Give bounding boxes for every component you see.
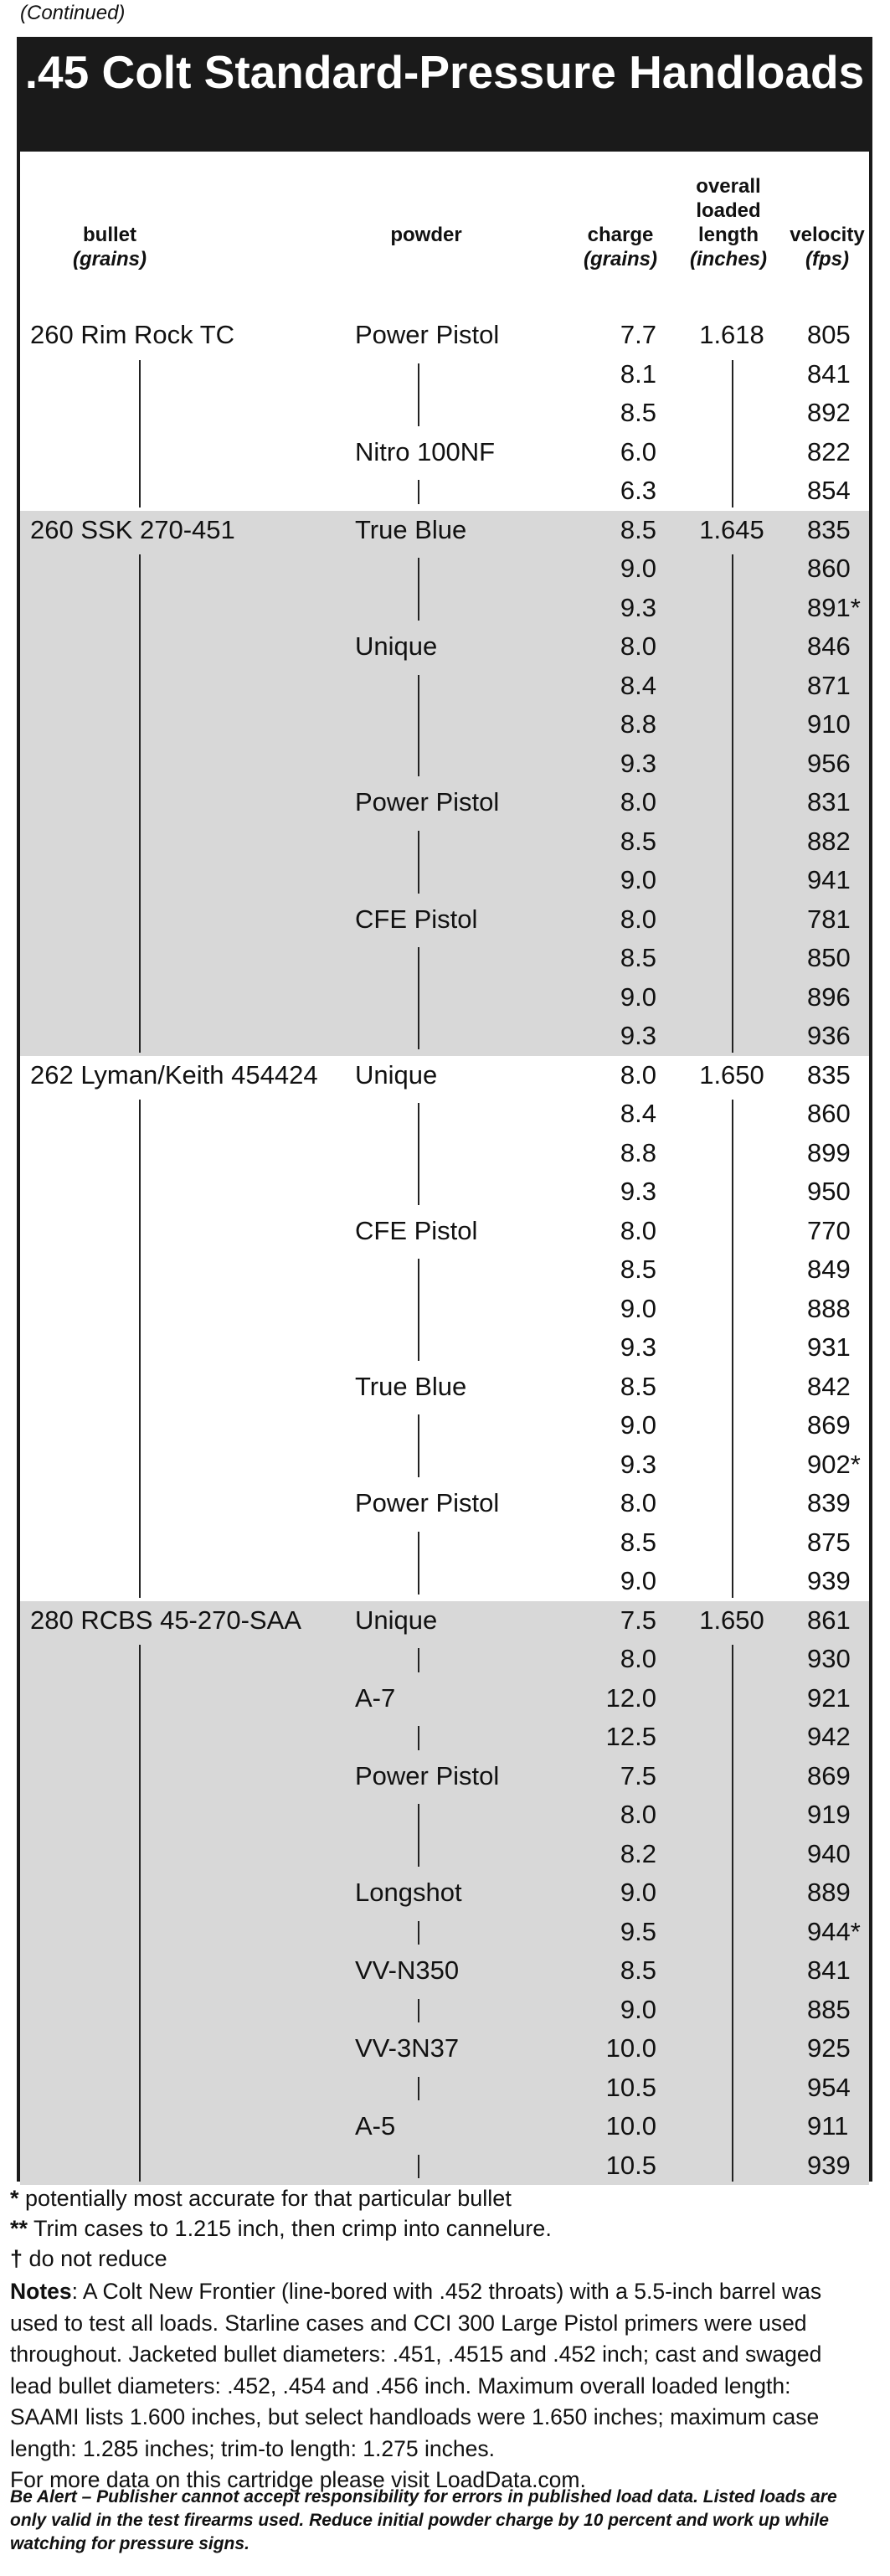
charge-cell: 8.5 — [620, 398, 656, 427]
header-oal-unit: (inches) — [689, 248, 767, 270]
header-oal-line1: overall — [696, 175, 761, 198]
velocity-cell: 954 — [807, 2072, 851, 2102]
powder-cell: A-7 — [355, 1682, 396, 1713]
velocity-cell: 902* — [807, 1449, 861, 1479]
footnote-accurate — [10, 2183, 839, 2214]
charge-cell: 10.0 — [605, 2111, 656, 2141]
powder-continuation-line — [418, 831, 419, 894]
powder-cell: Nitro 100NF — [355, 436, 496, 466]
powder-cell: VV-3N37 — [355, 2033, 460, 2063]
velocity-cell: 781 — [807, 904, 851, 934]
powder-cell: Unique — [355, 631, 438, 661]
powder-continuation-line — [418, 1259, 419, 1361]
velocity-cell: 940 — [807, 1838, 851, 1868]
powder-continuation-line — [418, 947, 419, 1049]
oal-cell: 1.618 — [699, 320, 764, 349]
velocity-cell: 899 — [807, 1137, 851, 1167]
velocity-cell: 950 — [807, 1177, 851, 1206]
charge-cell: 9.3 — [620, 1177, 656, 1206]
velocity-cell: 956 — [807, 748, 851, 778]
velocity-cell: 850 — [807, 943, 851, 972]
charge-cell: 8.2 — [620, 1838, 656, 1868]
charge-cell: 10.0 — [605, 2033, 656, 2063]
velocity-cell: 805 — [807, 320, 851, 349]
footnote-accurate-symbol: * — [10, 2186, 19, 2211]
charge-cell: 8.5 — [620, 1255, 656, 1284]
oal-continuation-line — [732, 554, 733, 1053]
velocity-cell: 861 — [807, 1605, 851, 1635]
be-alert-disclaimer: Be Alert – Publisher cannot accept responsibility for errors in published load data. Listed loads are only valid in the test firearms used. Reduce initial powder charge by 10 percent and work up while watching for pressure signs. — [10, 2487, 837, 2553]
charge-cell: 9.3 — [620, 1332, 656, 1362]
charge-cell: 8.0 — [620, 1644, 656, 1673]
table-title: .45 Colt Standard-Pressure Handloads — [20, 40, 869, 152]
powder-continuation-line — [418, 1414, 419, 1477]
header-bullet-label: bullet — [83, 224, 136, 246]
oal-cell: 1.645 — [699, 514, 764, 544]
velocity-cell: 860 — [807, 1099, 851, 1128]
header-oal-line3: length — [698, 224, 759, 246]
velocity-cell: 896 — [807, 981, 851, 1012]
powder-continuation-line — [418, 480, 419, 504]
charge-cell: 12.0 — [605, 1682, 656, 1713]
footnote-dagger-symbol: † — [10, 2246, 23, 2271]
footnote-trim-text: Trim cases to 1.215 inch, then crimp into cannelure. — [33, 2216, 552, 2241]
charge-cell: 9.3 — [620, 748, 656, 778]
oal-cell: 1.650 — [699, 1605, 764, 1635]
velocity-cell: 942 — [807, 1722, 851, 1751]
velocity-cell: 889 — [807, 1878, 851, 1907]
footnote-accurate-text: potentially most accurate for that particular bullet — [25, 2186, 512, 2211]
more-data-line: For more data on this cartridge please visit LoadData.com. — [10, 2467, 586, 2492]
charge-cell: 9.0 — [620, 981, 656, 1012]
notes-label: Notes — [10, 2279, 72, 2304]
velocity-cell: 839 — [807, 1488, 851, 1517]
charge-cell: 8.1 — [620, 358, 656, 389]
velocity-cell: 822 — [807, 436, 851, 466]
bullet-continuation-line — [139, 360, 141, 507]
charge-cell: 7.5 — [620, 1760, 656, 1790]
powder-cell: True Blue — [355, 1371, 467, 1401]
powder-cell: True Blue — [355, 514, 467, 544]
footnote-dagger-text: do not reduce — [28, 2246, 167, 2271]
powder-cell: VV-N350 — [355, 1955, 460, 1985]
header-oal-line2: loaded — [696, 199, 761, 222]
velocity-cell: 842 — [807, 1371, 851, 1401]
charge-cell: 9.0 — [620, 1878, 656, 1907]
powder-continuation-line — [418, 558, 419, 621]
charge-cell: 6.0 — [620, 436, 656, 466]
charge-cell: 8.4 — [620, 1099, 656, 1128]
charge-cell: 9.0 — [620, 554, 656, 583]
bullet-cell: 260 Rim Rock TC — [30, 320, 235, 349]
velocity-cell: 831 — [807, 787, 851, 817]
header-velocity-unit: (fps) — [805, 248, 849, 270]
charge-cell: 8.0 — [620, 631, 656, 661]
charge-cell: 8.5 — [620, 1527, 656, 1557]
charge-cell: 7.7 — [620, 320, 656, 349]
powder-cell: CFE Pistol — [355, 904, 478, 934]
charge-cell: 8.5 — [620, 1371, 656, 1401]
charge-cell: 8.4 — [620, 670, 656, 700]
velocity-cell: 835 — [807, 514, 851, 544]
velocity-cell: 846 — [807, 631, 851, 661]
powder-continuation-line — [418, 363, 419, 426]
header-powder-label: powder — [390, 224, 462, 246]
charge-cell: 8.0 — [620, 1800, 656, 1829]
velocity-cell: 892 — [807, 398, 851, 427]
velocity-cell: 770 — [807, 1215, 851, 1245]
header-velocity-label: velocity — [790, 224, 865, 246]
bullet-continuation-line — [139, 1645, 141, 2182]
footnote-trim — [10, 2213, 839, 2244]
charge-cell: 9.3 — [620, 592, 656, 622]
velocity-cell: 930 — [807, 1644, 851, 1673]
oal-continuation-line — [732, 360, 733, 507]
powder-continuation-line — [418, 1921, 419, 1945]
header-charge — [574, 223, 666, 271]
powder-cell: Power Pistol — [355, 320, 500, 349]
powder-continuation-line — [418, 1726, 419, 1750]
bullet-continuation-line — [139, 554, 141, 1053]
notes-text: : A Colt New Frontier (line-bored with .452 throats) with a 5.5-inch barrel was used to test all loads. Starline cases and CCI 300 Large Pistol primers were used throughout. Jacketed bullet diameters: .451, .4515 and .452 inch; cast and swaged lead bullet diameters: .452, .454 and .456 inch. Maximum overall loaded length: SAAMI lists 1.600 inches, but select handloads were 1.650 inches; maximum case length: 1.285 inches; trim-to length: 1.275 inches. — [10, 2279, 822, 2461]
charge-cell: 9.5 — [620, 1916, 656, 1946]
footnote-trim-symbol: ** — [10, 2216, 28, 2241]
charge-cell: 8.5 — [620, 826, 656, 856]
powder-cell: Power Pistol — [355, 1760, 500, 1790]
velocity-cell: 860 — [807, 554, 851, 583]
charge-cell: 9.0 — [620, 865, 656, 894]
velocity-cell: 944* — [807, 1916, 861, 1946]
notes-paragraph — [10, 2276, 847, 2496]
velocity-cell: 854 — [807, 476, 851, 505]
charge-cell: 8.5 — [620, 514, 656, 544]
charge-cell: 8.8 — [620, 709, 656, 739]
velocity-cell: 925 — [807, 2033, 851, 2063]
powder-cell: Unique — [355, 1605, 438, 1635]
continued-label: (Continued) — [20, 2, 126, 24]
velocity-cell: 941 — [807, 865, 851, 894]
velocity-cell: 871 — [807, 670, 851, 700]
powder-cell: Power Pistol — [355, 1488, 500, 1517]
powder-continuation-line — [418, 2155, 419, 2179]
velocity-cell: 931 — [807, 1332, 851, 1362]
velocity-cell: 869 — [807, 1410, 851, 1440]
charge-cell: 7.5 — [620, 1605, 656, 1635]
charge-cell: 9.0 — [620, 1410, 656, 1440]
velocity-cell: 849 — [807, 1255, 851, 1284]
charge-cell: 8.0 — [620, 1488, 656, 1517]
oal-continuation-line — [732, 1645, 733, 2182]
charge-cell: 9.0 — [620, 1566, 656, 1595]
powder-continuation-line — [418, 2077, 419, 2101]
velocity-cell: 939 — [807, 2150, 851, 2180]
velocity-cell: 882 — [807, 826, 851, 856]
powder-continuation-line — [418, 1804, 419, 1867]
header-charge-label: charge — [587, 224, 654, 246]
charge-cell: 10.5 — [605, 2150, 656, 2180]
powder-continuation-line — [418, 1532, 419, 1595]
velocity-cell: 885 — [807, 1994, 851, 2024]
powder-continuation-line — [418, 675, 419, 777]
charge-cell: 8.0 — [620, 1059, 656, 1090]
powder-cell: A-5 — [355, 2111, 396, 2141]
header-bullet-unit: (grains) — [72, 248, 147, 270]
powder-continuation-line — [418, 1999, 419, 2023]
charge-cell: 8.0 — [620, 787, 656, 817]
charge-cell: 8.8 — [620, 1137, 656, 1167]
charge-cell: 12.5 — [605, 1722, 656, 1751]
velocity-cell: 888 — [807, 1293, 851, 1323]
charge-cell: 9.0 — [620, 1994, 656, 2024]
velocity-cell: 919 — [807, 1800, 851, 1829]
header-powder — [376, 223, 476, 247]
powder-cell: Unique — [355, 1059, 438, 1090]
velocity-cell: 921 — [807, 1682, 851, 1713]
bullet-cell: 260 SSK 270-451 — [30, 514, 235, 544]
charge-cell: 8.0 — [620, 904, 656, 934]
charge-cell: 8.5 — [620, 1955, 656, 1985]
velocity-cell: 841 — [807, 358, 851, 389]
velocity-cell: 910 — [807, 709, 851, 739]
velocity-cell: 869 — [807, 1760, 851, 1790]
header-oal — [680, 174, 777, 271]
bullet-continuation-line — [139, 1100, 141, 1598]
header-charge-unit: (grains) — [583, 248, 657, 270]
oal-cell: 1.650 — [699, 1059, 764, 1090]
velocity-cell: 911 — [807, 2111, 849, 2141]
header-bullet — [64, 223, 156, 271]
charge-cell: 8.5 — [620, 943, 656, 972]
header-velocity — [785, 223, 869, 271]
oal-continuation-line — [732, 1100, 733, 1598]
load-table-frame — [17, 37, 872, 2182]
bullet-cell: 280 RCBS 45-270-SAA — [30, 1605, 301, 1635]
charge-cell: 8.0 — [620, 1215, 656, 1245]
velocity-cell: 875 — [807, 1527, 851, 1557]
charge-cell: 9.0 — [620, 1293, 656, 1323]
charge-cell: 10.5 — [605, 2072, 656, 2102]
powder-cell: Power Pistol — [355, 787, 500, 817]
charge-cell: 9.3 — [620, 1449, 656, 1479]
charge-cell: 9.3 — [620, 1021, 656, 1050]
bullet-cell: 262 Lyman/Keith 454424 — [30, 1059, 318, 1090]
velocity-cell: 891* — [807, 592, 861, 622]
powder-continuation-line — [418, 1648, 419, 1672]
velocity-cell: 835 — [807, 1059, 851, 1090]
charge-cell: 6.3 — [620, 476, 656, 505]
powder-cell: Longshot — [355, 1878, 462, 1907]
powder-cell: CFE Pistol — [355, 1215, 478, 1245]
velocity-cell: 841 — [807, 1955, 851, 1985]
powder-continuation-line — [418, 1103, 419, 1205]
footnote-dagger — [10, 2244, 839, 2275]
velocity-cell: 936 — [807, 1021, 851, 1050]
velocity-cell: 939 — [807, 1566, 851, 1595]
